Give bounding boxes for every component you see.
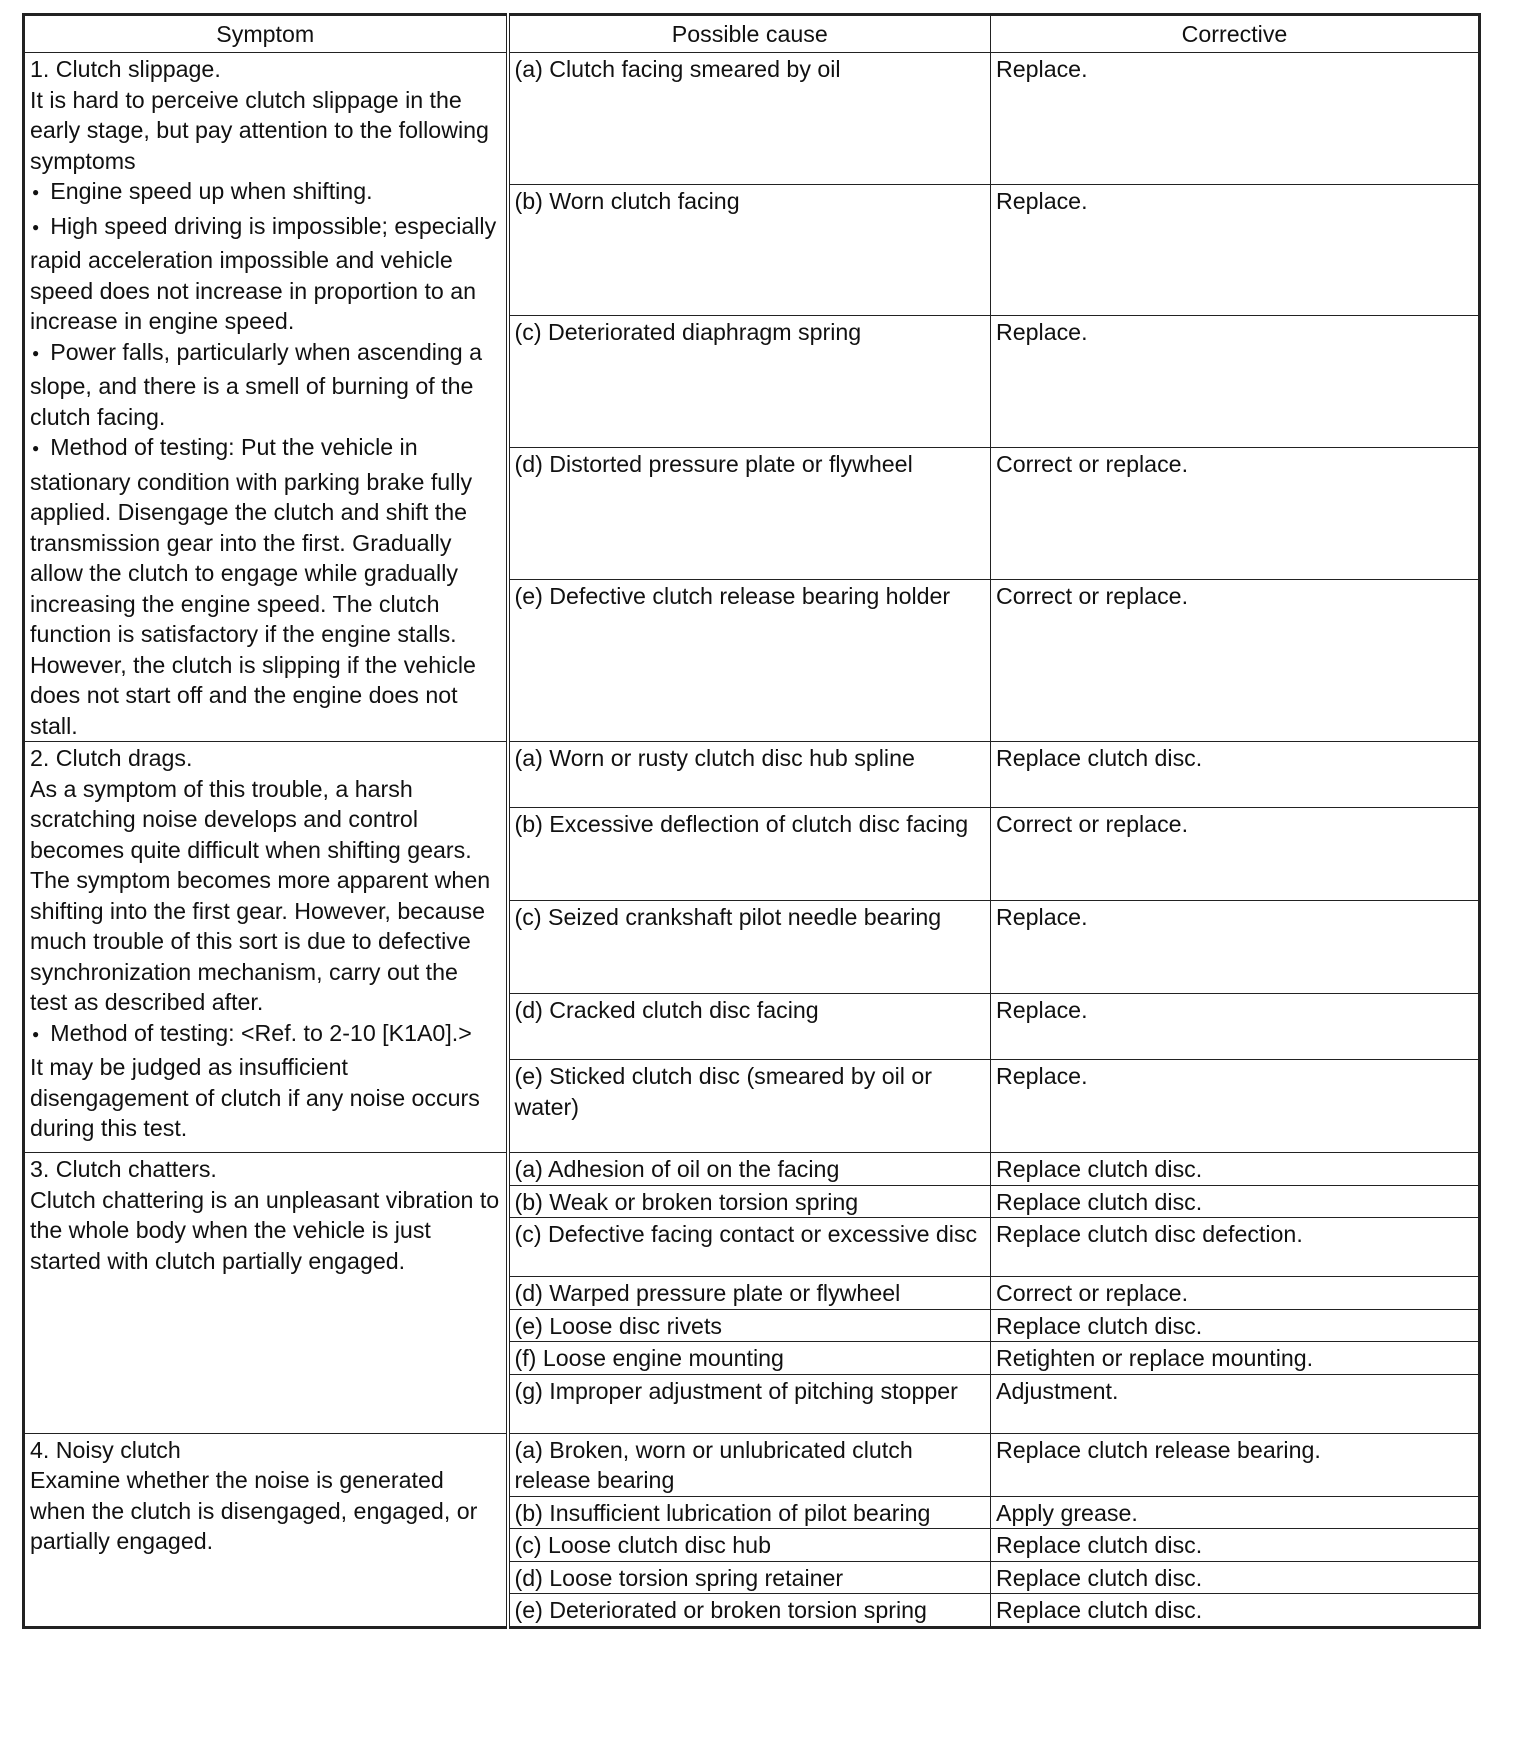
symptom-cell — [24, 53, 508, 742]
cause-cell: (d) Cracked clutch disc facing — [508, 994, 991, 1060]
symptom-description: Examine whether the noise is generated when the clutch is disengaged, engaged, or partially engaged. — [30, 1467, 478, 1554]
corrective-cell: Replace. — [991, 53, 1480, 185]
corrective-cell: Replace clutch disc. — [991, 1153, 1480, 1186]
symptom-cell — [24, 1153, 508, 1434]
corrective-cell: Correct or replace. — [991, 808, 1480, 901]
cause-cell: (e) Loose disc rivets — [508, 1309, 991, 1342]
corrective-cell: Replace clutch disc. — [991, 1561, 1480, 1594]
cause-cell: (b) Weak or broken torsion spring — [508, 1185, 991, 1218]
corrective-cell: Apply grease. — [991, 1496, 1480, 1529]
corrective-cell: Replace. — [991, 901, 1480, 994]
corrective-cell: Correct or replace. — [991, 579, 1480, 741]
header-symptom: Symptom — [24, 15, 508, 53]
cause-cell: (d) Loose torsion spring retainer — [508, 1561, 991, 1594]
cause-cell: (c) Seized crankshaft pilot needle bearing — [508, 901, 991, 994]
corrective-cell: Replace clutch release bearing. — [991, 1433, 1480, 1496]
cause-cell: (c) Defective facing contact or excessive disc — [508, 1218, 991, 1277]
corrective-cell: Replace. — [991, 184, 1480, 316]
cause-cell: (a) Adhesion of oil on the facing — [508, 1153, 991, 1186]
symptom-description: Clutch chattering is an unpleasant vibration to the whole body when the vehicle is just started with clutch partially engaged. — [30, 1186, 500, 1274]
cause-cell: (a) Worn or rusty clutch disc hub spline — [508, 742, 991, 808]
cause-cell: (e) Sticked clutch disc (smeared by oil or water) — [508, 1060, 991, 1153]
header-corrective: Corrective — [991, 15, 1480, 53]
corrective-cell: Replace clutch disc. — [991, 1309, 1480, 1342]
symptom-description: As a symptom of this trouble, a harsh scratching noise develops and control becomes quite difficult when shifting gears. The symptom becomes more apparent when shifting into the first gear. However, because much trouble of this sort is due to defective synchronization mechanism, carry out the test as described after. — [30, 775, 491, 1015]
symptom-bullet: ● Power falls, particularly when ascending a slope, and there is a smell of burning of the clutch facing. — [30, 337, 500, 433]
cause-cell: (e) Deteriorated or broken torsion spring — [508, 1594, 991, 1628]
symptom-bullet: ● Method of testing: Put the vehicle in stationary condition with parking brake fully applied. Disengage the clutch and shift the transmission gear into the first. Gradually allow the clutch to engage while gradually increasing the engine speed. The clutch function is satisfactory if the engine stalls. However, the clutch is slipping if the vehicle does not start off and the engine does not stall. — [30, 432, 500, 741]
troubleshooting-table — [22, 13, 1481, 1629]
symptom-title: 3. Clutch chatters. — [30, 1156, 217, 1182]
cause-cell: (c) Deteriorated diaphragm spring — [508, 316, 991, 448]
corrective-cell: Correct or replace. — [991, 1277, 1480, 1310]
symptom-note: It may be judged as insufficient disengagement of clutch if any noise occurs during this test. — [30, 1054, 480, 1141]
corrective-cell: Replace clutch disc defection. — [991, 1218, 1480, 1277]
corrective-cell: Correct or replace. — [991, 447, 1480, 579]
table-row — [24, 1153, 1480, 1186]
table-row — [24, 742, 1480, 808]
table-row — [24, 53, 1480, 185]
symptom-cell — [24, 742, 508, 1153]
corrective-cell: Replace. — [991, 316, 1480, 448]
symptom-bullet: ● High speed driving is impossible; especially rapid acceleration impossible and vehicle speed does not increase in proportion to an increase in engine speed. — [30, 211, 500, 337]
symptom-title: 4. Noisy clutch — [30, 1436, 181, 1463]
cause-cell: (d) Distorted pressure plate or flywheel — [508, 447, 991, 579]
cause-cell: (c) Loose clutch disc hub — [508, 1529, 991, 1562]
table-body — [24, 53, 1480, 1628]
cause-cell: (d) Warped pressure plate or flywheel — [508, 1277, 991, 1310]
header-possible-cause: Possible cause — [508, 15, 991, 53]
corrective-cell: Replace. — [991, 994, 1480, 1060]
corrective-cell: Replace clutch disc. — [991, 1185, 1480, 1218]
corrective-cell: Replace clutch disc. — [991, 1594, 1480, 1628]
symptom-title: 2. Clutch drags. — [30, 745, 193, 771]
cause-cell: (g) Improper adjustment of pitching stopper — [508, 1374, 991, 1433]
cause-cell: (f) Loose engine mounting — [508, 1342, 991, 1375]
cause-cell: (b) Worn clutch facing — [508, 184, 991, 316]
cause-cell: (b) Insufficient lubrication of pilot bearing — [508, 1496, 991, 1529]
troubleshooting-document — [22, 13, 1478, 1629]
symptom-title: 1. Clutch slippage. — [30, 56, 221, 82]
cause-cell: (a) Clutch facing smeared by oil — [508, 53, 991, 185]
table-row — [24, 1433, 1480, 1496]
corrective-cell: Adjustment. — [991, 1374, 1480, 1433]
symptom-bullet: ● Method of testing: <Ref. to 2-10 [K1A0].> — [30, 1018, 500, 1053]
cause-cell: (e) Defective clutch release bearing holder — [508, 579, 991, 741]
header-row — [24, 15, 1480, 53]
corrective-cell: Replace. — [991, 1060, 1480, 1153]
corrective-cell: Replace clutch disc. — [991, 1529, 1480, 1562]
symptom-bullet: ● Engine speed up when shifting. — [30, 176, 500, 211]
corrective-cell: Retighten or replace mounting. — [991, 1342, 1480, 1375]
corrective-cell: Replace clutch disc. — [991, 742, 1480, 808]
symptom-description: It is hard to perceive clutch slippage in the early stage, but pay attention to the following symptoms — [30, 86, 489, 174]
cause-cell: (a) Broken, worn or unlubricated clutch release bearing — [508, 1433, 991, 1496]
symptom-cell — [24, 1433, 508, 1627]
cause-cell: (b) Excessive deflection of clutch disc facing — [508, 808, 991, 901]
